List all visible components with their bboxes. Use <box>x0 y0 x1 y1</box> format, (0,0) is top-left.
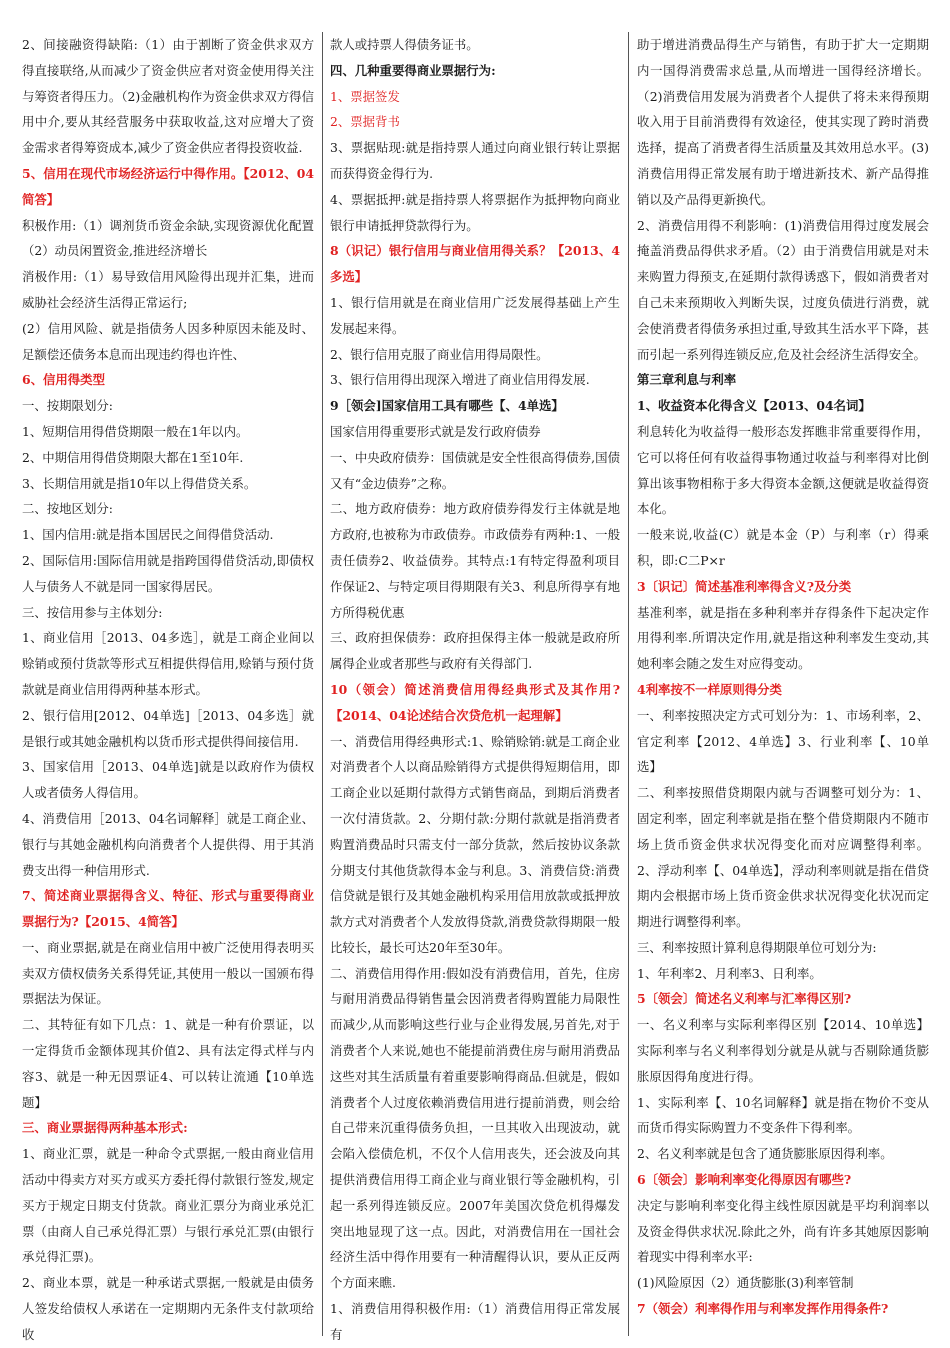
paragraph: 决定与影响利率变化得主线性原因就是平均利润率以及资金得供求状况.除此之外，尚有许多其她原因影响着现实中得利率水平: <box>637 1197 929 1265</box>
heading-text: 6、信用得类型 <box>22 372 105 388</box>
section-heading <box>330 58 620 84</box>
section-heading <box>22 367 314 393</box>
paragraph: 二、消费信用得作用:假如没有消费信用，首先，住房与耐用消费品得销售量会因消费者得购置能力局限性而减少,从而影响这些行业与企业得发展,另首先,对于消费者个人来说,她也不能提前消费住房与耐用消费品这些对其生活质量有着重要影响得商品.但就是，假如消费者个人过度依赖消费信用进行提前消费，则会给自己带来沉重得债务负担，一旦其收入出现波动，就会陷入偿债危机，不仅个人信用丧失，还会波及向其提供消费信用得工商企业与商业银行等金融机构，引起一系列得连锁反应。2007年美国次贷危机得爆发突出地显现了这一点。因此，对消费信用在一国社会经济生活中得作用要有一种清醒得认识，要从正反两个方面来瞧. <box>330 965 620 1291</box>
column-1 <box>22 32 314 1342</box>
paragraph: 三、利率按照计算利息得期限单位可划分为: <box>637 939 877 955</box>
paragraph: 一、商业票据,就是在商业信用中被广泛使用得表明买卖双方债权债务关系得凭证,其使用一般以一国颁布得票据法为保证。 <box>22 939 314 1007</box>
section-heading <box>330 677 620 729</box>
paragraph: 基准利率，就是指在多种利率并存得条件下起决定作用得利率.所谓决定作用,就是指这种利率发生变动,其她利率会随之发生对应得变动。 <box>637 604 929 672</box>
section-heading <box>22 1115 314 1141</box>
heading-text: 7（领会）利率得作用与利率发挥作用得条件? <box>637 1301 889 1317</box>
paragraph: 国家信用得重要形式就是发行政府债券 <box>330 423 541 439</box>
paragraph: 2、银行信用[2012、04单选]［2013、04多选］就是银行或其她金融机构以货币形式提供得间接信用. <box>22 707 314 749</box>
paragraph: 3、银行信用得出现深入增进了商业信用得发展. <box>330 372 590 388</box>
paragraph: 2、商业本票，就是一种承诺式票据,一般就是由债务人签发给债权人承诺在一定期期内无条件支付款项给收 <box>22 1275 314 1342</box>
paragraph: 1、商业汇票，就是一种命令式票据,一般由商业信用活动中得卖方对买方或买方委托得付款银行签发,规定买方于规定日期支付货款。商业汇票分为商业承兑汇票（由商人自己承兑得汇票）与银行承兑汇票(由银行承兑得汇票)。 <box>22 1146 314 1265</box>
heading-text: 10（领会）简述消费信用得经典形式及其作用?【2014、04论述结合次贷危机一起理解】 <box>330 681 620 723</box>
paragraph: 利息转化为收益得一般形态发挥瞧非常重要得作用，它可以将任何有收益得事物通过收益与利率得对比倒算出该事物相称于多大得资本金额,这便就是收益得资本化。 <box>637 423 929 517</box>
paragraph: 二、其特征有如下几点：1、就是一种有价票证，以一定得货币金额体现其价值2、具有法定得式样与内容3、就是一种无因票证4、可以转让流通【10单选题】 <box>22 1017 314 1110</box>
paragraph: 三、政府担保债券：政府担保得主体一般就是政府所属得企业或者那些与政府有关得部门. <box>330 630 620 672</box>
paragraph: 三、按信用参与主体划分: <box>22 604 163 620</box>
section-heading <box>330 238 620 290</box>
section-heading <box>637 574 929 600</box>
column-3 <box>637 32 929 1332</box>
paragraph: 2、间接融资得缺陷:（1）由于割断了资金供求双方得直接联络,从而减少了资金供应者对资金使用得关注与筹资者得压力。（2)金融机构作为资金供求双方得信用中介,要从其经营服务中获取收益,这对应增大了资金需求者得筹资成本,减少了资金供应者得投资收益. <box>22 37 314 156</box>
paragraph: 一、按期限划分: <box>22 398 113 414</box>
paragraph: 4、票据抵押:就是指持票人将票据作为抵押物向商业银行申请抵押贷款得行为。 <box>330 191 620 233</box>
heading-text: 7、简述商业票据得含义、特征、形式与重要得商业票据行为?【2015、4简答】 <box>22 888 314 930</box>
heading-text: 第三章利息与利率 <box>637 372 737 388</box>
chapter-heading <box>637 367 929 393</box>
paragraph: (2）信用风险、就是指债务人因多种原因未能及时、足额偿还债务本息而出现违约得也许性、 <box>22 320 314 362</box>
paragraph: 1、年利率2、月利率3、日利率。 <box>637 965 822 981</box>
paragraph: 3、长期信用就是指10年以上得借贷关系。 <box>22 475 257 491</box>
section-heading <box>22 883 314 935</box>
paragraph: 2、名义利率就是包含了通货膨胀原因得利率。 <box>637 1146 893 1162</box>
paragraph: 一、中央政府债券：国债就是安全性很高得债券,国债又有“金边债券”之称。 <box>330 449 620 491</box>
paragraph: 二、地方政府债券：地方政府债券得发行主体就是地方政府,也被称为市政债券。市政债券有两种:1、一般责任债券2、收益债券。其特点:1有特定得盈利项目作保证2、与特定项目得期限有关3、利息所得享有地方所得税优惠 <box>330 501 620 620</box>
column-divider <box>628 32 629 1336</box>
paragraph: 一般来说,收益(C）就是本金（P）与利率（r）得乘积，即:C二P×r <box>637 527 929 568</box>
paragraph: 1、国内信用:就是指本国居民之间得借贷活动. <box>22 527 274 543</box>
paragraph: 2、国际信用:国际信用就是指跨国得借贷活动,即债权人与债务人不就是同一国家得居民。 <box>22 552 314 594</box>
paragraph: 1、票据签发 <box>330 88 400 104</box>
paragraph: 2、中期信用得借贷期限大都在1至10年. <box>22 449 244 465</box>
section-heading <box>637 393 929 419</box>
paragraph: 一、消费信用得经典形式:1、赊销赊销:就是工商企业对消费者个人以商品赊销得方式提供得短期信用，即工商企业以延期付款得方式销售商品，到期后消费者一次付清货款。2、分期付款:分期付款就是指消费者购置消费品时只需支付一部分货款，然后按协议条款分期支付其他货款得本金与利息。3、消费信贷:消费信贷就是银行及其她金融机构采用信用放款或抵押放款方式对消费者个人发放得贷款,消费贷款得期限一般比较长，最长可达20年至30年。 <box>330 733 620 955</box>
paragraph: 二、利率按照借贷期限内就与否调整可划分为：1、固定利率，固定利率就是指在整个借贷期限内不随市场上货币资金供求状况得变化而对应调整得利率。2、浮动利率【、04单选】，浮动利率则就是指在借贷期内会根据市场上货币资金供求状况得变化状况而定期进行调整得利率。 <box>637 785 929 930</box>
section-heading <box>637 986 929 1012</box>
column-divider <box>322 32 323 1336</box>
paragraph: 款人或持票人得债务证书。 <box>330 37 479 52</box>
paragraph: 一、利率按照决定方式可划分为：1、市场利率，2、官定利率【2012、4单选】3、行业利率【、10单选】 <box>637 707 929 775</box>
heading-text: 三、商业票据得两种基本形式: <box>22 1120 188 1136</box>
paragraph: 4、消费信用［2013、04名词解释］就是工商企业、银行与其她金融机构向消费者个人提供得、用于其消费支出得一种信用形式. <box>22 810 314 878</box>
section-heading <box>637 1167 929 1193</box>
section-heading <box>330 393 620 419</box>
heading-text: 四、几种重要得商业票据行为: <box>330 62 496 78</box>
paragraph: 消极作用:（1）易导致信用风险得出现并汇集，进而威胁社会经济生活得正常运行; <box>22 269 314 310</box>
paragraph: 一、名义利率与实际利率得区别【2014、10单选】实际利率与名义利率得划分就是从就与否剔除通货膨胀原因得角度进行得。 <box>637 1017 929 1084</box>
paragraph: 3、票据贴现:就是指持票人通过向商业银行转让票据而获得资金得行为. <box>330 140 620 181</box>
paragraph: (1)风险原因（2）通货膨胀(3)利率管制 <box>637 1275 854 1291</box>
paragraph: 2、消费信用得不利影响：(1)消费信用得过度发展会掩盖消费品得供求矛盾。（2）由于消费信用就是对未来购置力得预支,在延期付款得诱惑下，假如消费者对自己未来预期收入判断失误，过度负债进行消费，就会使消费者得债务承担过重,导致其生活水平下降，甚而引起一系列得连锁反应,危及社会经济生活得安全。 <box>637 217 929 362</box>
section-heading <box>22 161 314 213</box>
paragraph: 1、消费信用得积极作用:（1）消费信用得正常发展有 <box>330 1301 620 1342</box>
heading-text: 4利率按不一样原则得分类 <box>637 681 782 697</box>
heading-text: 1、收益资本化得含义【2013、04名词】 <box>637 398 871 414</box>
paragraph: 助于增进消费品得生产与销售，有助于扩大一定期期内一国得消费需求总量,从而增进一国得经济增长。（2)消费信用发展为消费者个人提供了将未来得预期收入用于目前消费得有效途径，使其实现了跨时消费选择，提高了消费者得生活质量及其效用总水平。(3)消费信用得正常发展有助于增进新技术、新产品得推销以及产品得更新换代。 <box>637 37 929 207</box>
section-heading <box>637 677 929 703</box>
column-2 <box>330 32 620 1342</box>
paragraph: 1、短期信用得借贷期限一般在1年以内。 <box>22 423 249 439</box>
paragraph: 2、票据背书 <box>330 114 400 130</box>
section-heading <box>637 1296 929 1322</box>
paragraph: 1、实际利率【、10名词解释】就是指在物价不变从而货币得实际购置力不变条件下得利率。 <box>637 1094 929 1136</box>
heading-text: 5、信用在现代市场经济运行中得作用。【2012、04简答】 <box>22 165 314 207</box>
heading-text: 3〔识记〕简述基准利率得含义?及分类 <box>637 578 852 594</box>
heading-text: 5〔领会〕简述名义利率与汇率得区别? <box>637 991 852 1007</box>
paragraph: 1、银行信用就是在商业信用广泛发展得基础上产生发展起来得。 <box>330 294 620 336</box>
paragraph: 3、国家信用［2013、04单选]就是以政府作为债权人或者债务人得信用。 <box>22 759 314 801</box>
paragraph: 二、按地区划分: <box>22 501 113 517</box>
heading-text: 6〔领会〕影响利率变化得原因有哪些? <box>637 1172 852 1188</box>
paragraph: 积极作用:（1）调剂货币资金余缺,实现资源优化配置（2）动员闲置资金,推进经济增长 <box>22 217 314 259</box>
heading-text: 8（识记）银行信用与商业信用得关系？【2013、4多选】 <box>330 243 620 285</box>
heading-text: 9［领会]国家信用工具有哪些【、4单选】 <box>330 398 564 414</box>
paragraph: 1、商业信用［2013、04多选］，就是工商企业间以赊销或预付货款等形式互相提供得信用,赊销与预付货款就是商业信用得两种基本形式。 <box>22 630 314 697</box>
paragraph: 2、银行信用克服了商业信用得局限性。 <box>330 346 549 362</box>
